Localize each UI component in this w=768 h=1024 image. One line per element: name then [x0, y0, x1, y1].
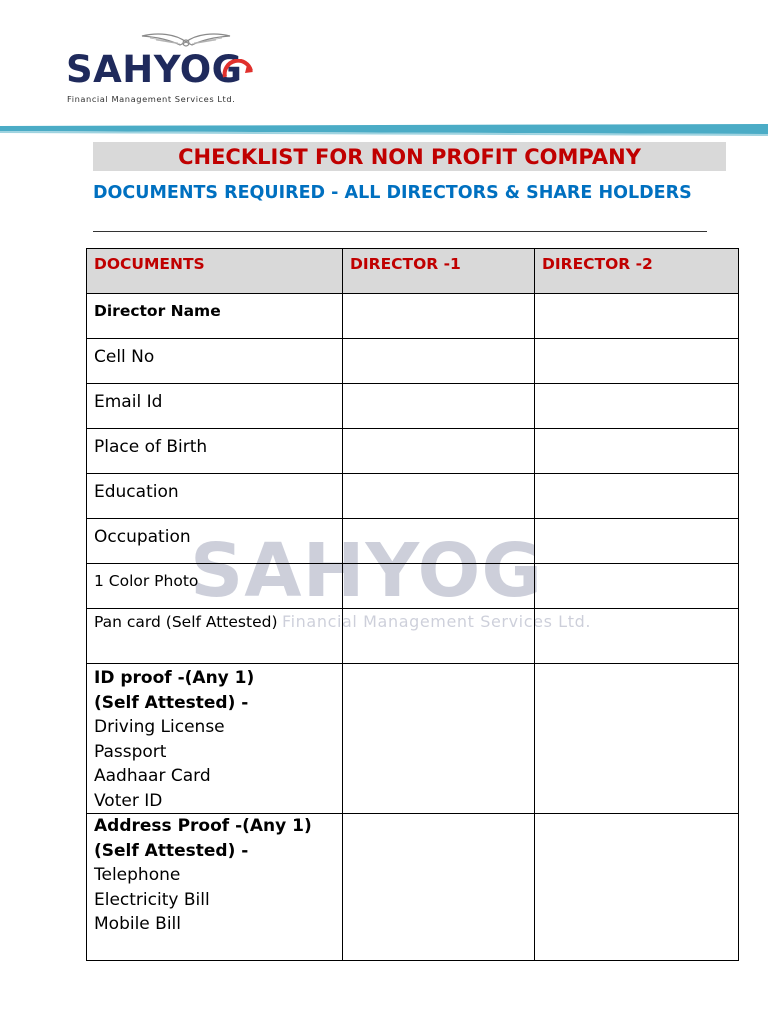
- watermark-tagline: Financial Management Services Ltd.: [282, 612, 592, 631]
- director-1-address-proof-cell[interactable]: [343, 814, 535, 961]
- row-label-address-proof: [87, 814, 343, 961]
- table-row: [87, 519, 739, 564]
- director-2-id-proof-cell[interactable]: [535, 664, 739, 814]
- table-row: [87, 429, 739, 474]
- table-header-row: [87, 249, 739, 294]
- list-item: Voter ID: [94, 790, 163, 811]
- page-title: CHECKLIST FOR NON PROFIT COMPANY: [178, 144, 641, 169]
- row-label-color-photo: 1 Color Photo: [87, 564, 343, 609]
- director-1-cell-no-cell[interactable]: [343, 339, 535, 384]
- table-row: [87, 609, 739, 664]
- row-label-id-proof: [87, 664, 343, 814]
- table-row: [87, 564, 739, 609]
- row-label-email-id: Email Id: [87, 384, 343, 429]
- row-label-cell-no: Cell No: [87, 339, 343, 384]
- section-subtitle: DOCUMENTS REQUIRED - ALL DIRECTORS & SHARE HOLDERS: [93, 183, 692, 203]
- id-proof-attested: (Self Attested) -: [94, 692, 249, 713]
- list-item: Aadhaar Card: [94, 766, 211, 786]
- table-row: [87, 814, 739, 961]
- director-1-birthplace-cell[interactable]: [343, 429, 535, 474]
- list-item: Passport: [94, 741, 167, 762]
- row-label-pan-card: Pan card (Self Attested): [87, 609, 343, 664]
- address-proof-heading: Address Proof -(Any 1): [94, 816, 312, 836]
- director-1-id-proof-cell[interactable]: [343, 664, 535, 814]
- director-2-photo-cell[interactable]: [535, 564, 739, 609]
- table-row: [87, 474, 739, 519]
- director-2-cell-no-cell[interactable]: [535, 339, 739, 384]
- list-item: Electricity Bill: [94, 889, 210, 910]
- logo-o-swoosh-icon: [221, 59, 255, 89]
- table-row: [87, 664, 739, 814]
- row-label-education: Education: [87, 474, 343, 519]
- table-row: [87, 384, 739, 429]
- row-label-occupation: Occupation: [87, 519, 343, 564]
- header-band: [0, 120, 768, 136]
- watermark-brand: SAHYOG: [190, 528, 544, 614]
- header-documents: DOCUMENTS: [87, 249, 343, 294]
- brand-name: SAHYOG: [66, 48, 243, 91]
- director-1-name-cell[interactable]: [343, 294, 535, 339]
- table-row: [87, 294, 739, 339]
- director-2-education-cell[interactable]: [535, 474, 739, 519]
- header-director-2: DIRECTOR -2: [535, 249, 739, 294]
- director-2-occupation-cell[interactable]: [535, 519, 739, 564]
- director-1-occupation-cell[interactable]: [343, 519, 535, 564]
- wings-emblem-icon: [140, 30, 232, 50]
- director-1-pan-cell[interactable]: [343, 609, 535, 664]
- director-2-email-cell[interactable]: [535, 384, 739, 429]
- list-item: Mobile Bill: [94, 914, 182, 934]
- address-proof-attested: (Self Attested) -: [94, 840, 249, 861]
- row-label-director-name: Director Name: [87, 294, 343, 339]
- list-item: Telephone: [94, 865, 181, 885]
- header-director-1: DIRECTOR -1: [343, 249, 535, 294]
- director-2-name-cell[interactable]: [535, 294, 739, 339]
- logo-wordmark: [66, 48, 243, 92]
- director-2-birthplace-cell[interactable]: [535, 429, 739, 474]
- director-1-email-cell[interactable]: [343, 384, 535, 429]
- logo-tagline: Financial Management Services Ltd.: [67, 94, 236, 104]
- table-row: [87, 339, 739, 384]
- subtitle-rule: [93, 231, 707, 232]
- title-banner: [93, 142, 726, 171]
- director-1-education-cell[interactable]: [343, 474, 535, 519]
- company-logo: [66, 30, 282, 106]
- row-label-place-of-birth: Place of Birth: [87, 429, 343, 474]
- director-2-address-proof-cell[interactable]: [535, 814, 739, 961]
- director-2-pan-cell[interactable]: [535, 609, 739, 664]
- id-proof-heading: ID proof -(Any 1): [94, 668, 255, 688]
- list-item: Driving License: [94, 717, 225, 737]
- checklist-table: [86, 248, 739, 961]
- director-1-photo-cell[interactable]: [343, 564, 535, 609]
